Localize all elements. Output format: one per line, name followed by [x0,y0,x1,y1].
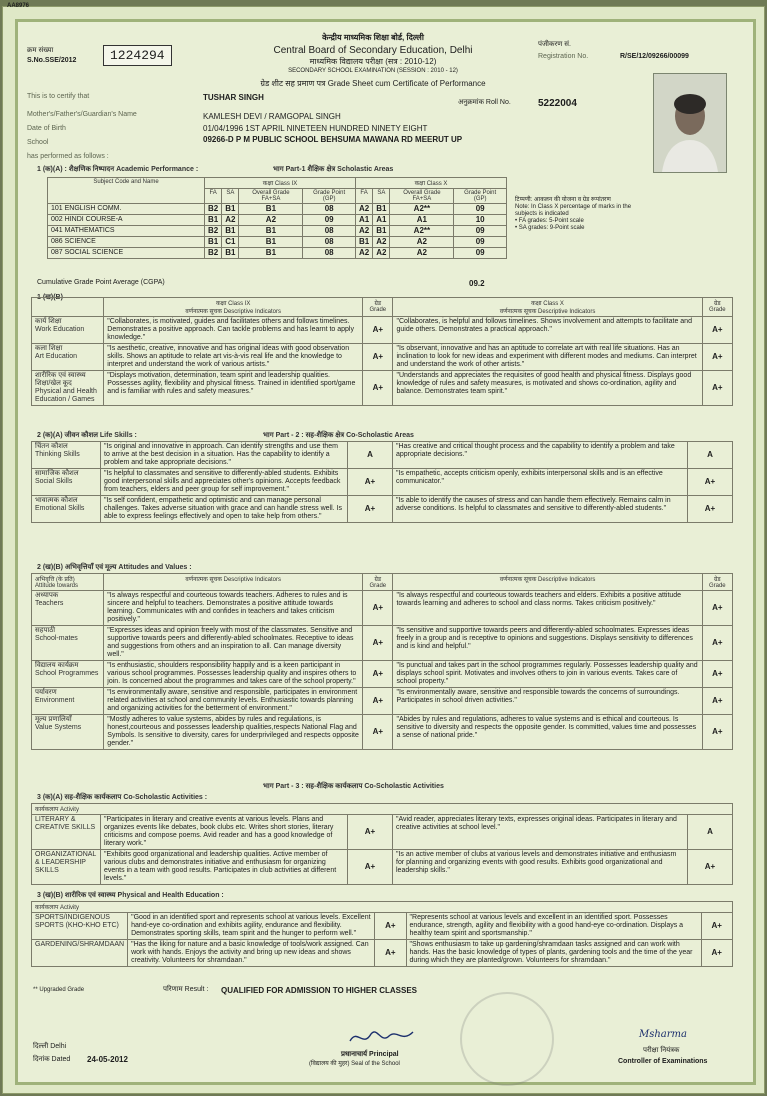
class9-grade: A+ [363,591,393,626]
date-of-birth: 01/04/1996 1ST APRIL NINETEEN HUNDRED NINETY EIGHT [203,124,428,133]
indicator-label-hi: कार्य शिक्षा [35,318,62,325]
indicator-label [32,850,101,885]
school-name: 09266-D P M PUBLIC SCHOOL BEHSUMA MAWANA RD MEERUT UP [203,135,463,144]
subject-row [48,204,507,215]
indicator-label [32,688,104,715]
class9-descriptor: "Collaborates, is motivated, guides and facilitates others and follows timelines. Demonstrates a positive approach. Can tackle problems and has learnt to apply knowledge." [104,317,363,344]
principal-title: प्रधानाचार्य Principal [341,1051,399,1058]
indicator-row [32,496,733,523]
attitude-subheader-hi: अभिवृत्ति (के प्रति) [35,577,75,583]
subject-name: SOCIAL SCIENCE [64,249,124,256]
indicator-label-en: Physical and Health Education / Games [35,388,97,403]
indicator-row [32,940,733,967]
issue-date: 24-05-2012 [87,1055,128,1064]
controller-title-en: Controller of Examinations [618,1058,708,1065]
class10-descriptor: "Is environmentally aware, sensitive and responsible towards the concerns of surroundings. Participates in school driven activities." [393,688,702,715]
indicator-label [32,715,104,750]
health-table [31,901,733,967]
class9-grade: B1 [239,248,303,259]
class9-grade: A2 [239,215,303,226]
indicator-row [32,913,733,940]
indicator-label-hi: अध्यापक [35,592,59,599]
indicator-label [32,940,128,967]
class9-grade: 08 [303,248,356,259]
performed-label: has performed as follows : [27,153,109,160]
indicator-row [32,591,733,626]
result-value: QUALIFIED FOR ADMISSION TO HIGHER CLASSES [221,986,418,995]
indicator-row [32,661,733,688]
class10-grade: A2** [390,204,454,215]
class10-grade: A+ [702,317,732,344]
indicator-label-en: ORGANIZATIONAL & LEADERSHIP SKILLS [35,851,97,874]
class9-grade: A+ [348,496,393,523]
subject-cell [48,237,205,248]
indicator-row [32,371,733,406]
class10-descriptor: "Is always respectful and courteous towards teachers and elders. Exhibits a positive attitude towards learning and adheres to school and class norms. Takes criticism positively." [393,591,702,626]
indicator-label-en: SPORTS/INDIGENOUS SPORTS (KHO-KHO ETC) [35,914,119,929]
class10-descriptor: "Collaborates, is helpful and follows timelines. Shows involvement and attempts to facilitate and guide others. Demonstrates a practical approach." [393,317,702,344]
coscholastic-b-label: 1 (ख)(B) [37,294,63,301]
subject-code: 087 [51,249,63,256]
indicator-row [32,815,733,850]
indicator-label [32,815,101,850]
class9-grade: A+ [363,715,393,750]
class10-descriptor: "Abides by rules and regulations, adheres to value systems and is ethical and courteous. Is sensitive to diversity and respects the opposite gender. Is committed, values time and possesses a sense of national pride." [393,715,702,750]
class10-grade: A+ [688,850,733,885]
class10-grade: A+ [702,371,732,406]
class10-grade: A+ [702,715,732,750]
result-label: परिणाम Result : [163,986,209,993]
subject-name: ENGLISH COMM. [64,205,122,212]
class9-grade: A+ [348,850,393,885]
class9-descriptor: "Is helpful to classmates and sensitive to differently-abled students. Exhibits good interpersonal skills and appreciates other's opinions. Accepts feedback from teachers, elders and peer group for self improvement." [101,469,348,496]
life-skills-label: 2 (क)(A) जीवन कौशल Life Skills : [37,432,137,439]
indicator-label [32,591,104,626]
class10-grade: 09 [454,204,507,215]
subject-header: Subject Code and Name [48,178,205,204]
subject-cell [48,204,205,215]
controller-title-hi: परीक्षा नियंत्रक [643,1047,680,1054]
parent-label: Mother's/Father's/Guardian's Name [27,111,137,118]
coscholastic-table [31,297,733,406]
class9-grade: C1 [222,237,239,248]
class9-grade: B1 [222,204,239,215]
life-skills-part-label: भाग Part - 2 : सह-शैक्षिक क्षेत्र Co-Scholastic Areas [263,432,414,439]
exam-title-en: SECONDARY SCHOOL EXAMINATION (SESSION : 2010 - 12) [288,68,458,74]
class10-grade: A2 [373,237,390,248]
class9-grade: B1 [222,248,239,259]
indicator-label-en: School-mates [35,635,78,642]
indicator-row [32,850,733,885]
note-line: • FA grades: 5-Point scale [515,218,584,224]
class10-grade: A+ [701,913,732,940]
class9-grade: A+ [375,940,406,967]
principal-signature [347,1024,417,1050]
class9-descriptor: "Participates in literary and creative events at various levels. Plans and organizes events like debates, book clubs etc. Writes short stories, literary criticisms and compose poems. Avid reader and has a good knowledge of literary work." [101,815,348,850]
class9-grade: 08 [303,237,356,248]
attitude-subheader-en: Attitude towards [35,583,79,589]
indicator-label-hi: मूल्य प्रणालियाँ [35,716,72,723]
subject-cell [48,215,205,226]
school-seal-stamp [460,992,554,1086]
indicator-label-hi: विद्यालय कार्यक्रम [35,662,79,669]
class9-grade: B2 [205,204,222,215]
cgpa-value: 09.2 [469,279,485,288]
sno-label-en: S.No.SSE/2012 [27,57,77,64]
board-title-en: Central Board of Secondary Education, Delhi [273,45,473,56]
indicator-row [32,317,733,344]
note-line: Note: In Class X percentage of marks in the [515,204,632,210]
indicator-row [32,688,733,715]
class10-grade: B1 [355,237,372,248]
class9-descriptor: "Mostly adheres to value systems, abides by rules and regulations, is honest,courteous and possesses leadership qualities,respects National Flag and Symbols. Is sensitive to diversity, cares for underprivileged and respects opposite gender." [104,715,363,750]
col-gp: Grade Point (GP) [454,189,507,204]
grade-header: ग्रेड Grade [702,574,732,591]
col-fa: FA [205,189,222,204]
sno-label-hi: क्रम संख्या [27,47,54,54]
class9-descriptor: "Good in an identified sport and represents school at various levels. Excellent hand-eye co-ordination and exhibits agility, endurance and flexibility. Demonstrates sporting skills, team spirit and the hunger to perform well." [128,913,375,940]
cgpa-label: Cumulative Grade Point Average (CGPA) [37,279,165,286]
class10-grade: A1 [390,215,454,226]
indicator-label-hi: चिंतन कौशल [35,443,68,450]
class10-grade: 09 [454,226,507,237]
subject-cell [48,226,205,237]
subject-row [48,226,507,237]
indicator-row [32,442,733,469]
class9-grade: B2 [205,226,222,237]
subject-name: HINDI COURSE-A [64,216,123,223]
desc-header: वर्णनात्मक सूचक Descriptive Indicators [499,309,596,315]
certificate-title: ग्रेड शीट सह प्रमाण पत्र Grade Sheet cum Certificate of Performance [260,79,486,88]
class10-grade: B1 [373,204,390,215]
desc-header: वर्णनात्मक सूचक Descriptive Indicators [185,309,281,315]
class9-descriptor: "Has the liking for nature and a basic knowledge of tools/work assigned. Can work with hands. Enjoys the activity and bring up new ideas and shows creativity. Volunteers for shramdaan." [128,940,375,967]
activities-table [31,803,733,885]
class9-grade: A [348,442,393,469]
indicator-label-hi: भावात्मक कौशल [35,497,78,504]
class10-descriptor: "Is observant, innovative and has an aptitude to correlate art with real life situations. Has an inclination to look for new ideas and experiment with different modes and mediums. Can interpret and understand the work of other artists." [393,344,702,371]
class9-grade: B1 [239,204,303,215]
subject-code: 101 [51,205,63,212]
indicator-label-en: Work Education [35,326,85,333]
indicator-label-en: Thinking Skills [35,451,80,458]
attitudes-table [31,573,733,750]
class9-descriptor: "Exhibits good organizational and leadership qualities. Active member of various clubs and demonstrates initiative and enthusiasm for organizing events in a team with good results. Participates in club activities at different levels." [101,850,348,885]
upgraded-grade-label: ** Upgraded Grade [33,987,85,993]
grade-header: ग्रेड Grade [702,298,732,317]
class9-descriptor: "Is self confident, empathetic and optimistic and can manage personal challenges. Takes adverse situation with grace and can handle stress well. Is able to express feelings effectively and open to take help from others." [101,496,348,523]
class9-descriptor: "Is original and innovative in approach. Can identify strengths and use them to arrive at the best decision in a situation. Has the capability to identify a problem and take appropriate decisions." [101,442,348,469]
scholastic-section-label: 1 (क)(A) : शैक्षणिक निष्पादन Academic Performance : [37,166,199,173]
health-subheader: कार्यकलाप Activity [32,902,733,913]
indicator-label-hi: कला शिक्षा [35,345,63,352]
class10-descriptor: "Is sensitive and supportive towards peers and differently-abled schoolmates. Expresses ideas freely in a group and is receptive to opinions and suggestions. Displays sensitivity to differences and is kind and helpful." [393,626,702,661]
class10-grade: A1 [373,215,390,226]
indicator-label-en: Value Systems [35,724,82,731]
place-label: दिल्ली Delhi [33,1043,67,1050]
class10-grade: A2 [355,248,372,259]
class9-grade: B1 [239,226,303,237]
subject-code: 002 [51,216,63,223]
indicator-label [32,626,104,661]
class9-grade: B1 [205,215,222,226]
subject-name: MATHEMATICS [64,227,115,234]
activities-part-label: भाग Part - 3 : सह-शैक्षिक कार्यकलाप Co-Scholastic Activities [263,783,444,790]
grade-header: ग्रेड Grade [363,298,393,317]
date-label: दिनांक Dated [33,1056,71,1063]
class9-header: कक्षा Class IX [205,178,356,189]
class10-grade: A2 [355,226,372,237]
class10-header: कक्षा Class X [355,178,506,189]
scholastic-table [47,177,507,259]
note-line: टिप्पणी: आकलन की योजना व ग्रेड रूपांतरण [515,197,611,203]
class10-grade: A1 [355,215,372,226]
certify-label: This is to certify that [27,93,90,100]
class10-grade: A+ [702,626,732,661]
indicator-row [32,469,733,496]
class10-descriptor: "Is an active member of clubs at various levels and demonstrates initiative and enthusiasm for planning and organizing events with good results. Exhibits good organizational and leadership skills." [393,850,688,885]
col-sa: SA [373,189,390,204]
class9-descriptor: "Expresses ideas and opinion freely with most of the classmates. Sensitive and supportive towards peers and differently-abled schoolmates. Receptive to ideas and suggestions from others and an inspiration to all. Can manage diversity well." [104,626,363,661]
col-gp: Grade Point (GP) [303,189,356,204]
indicator-label-hi: पर्यावरण [35,689,57,696]
reg-label-en: Registration No. [538,53,589,60]
class10-grade: 10 [454,215,507,226]
indicator-label-hi: सहपाठी [35,627,56,634]
indicator-label [32,661,104,688]
class9-grade: A+ [363,688,393,715]
class10-grade: 09 [454,248,507,259]
desc-header: वर्णनात्मक सूचक Descriptive Indicators [104,574,363,591]
indicator-label-hi: सामाजिक कौशल [35,470,79,477]
scholastic-part-label: भाग Part-1 शैक्षिक क्षेत्र Scholastic Areas [273,166,394,173]
class9-grade: A2 [222,215,239,226]
scholastic-notes [515,197,643,232]
col-overall: Overall Grade FA+SA [390,189,454,204]
activities-label: 3 (क)(A) सह-शैक्षिक कार्यकलाप Co-Scholastic Activities : [37,794,208,801]
indicator-label-en: LITERARY & CREATIVE SKILLS [35,816,96,831]
class10-grade: A+ [688,469,733,496]
board-title-hi: केन्द्रीय माध्यमिक शिक्षा बोर्ड, दिल्ली [322,33,424,42]
class9-grade: 09 [303,215,356,226]
class9-grade: B2 [205,248,222,259]
reg-label-hi: पंजीकरण सं. [538,41,571,48]
health-label: 3 (ख)(B) शारीरिक एवं स्वास्थ्य Physical and Health Education : [37,892,224,899]
class10-descriptor: "Is punctual and takes part in the school programmes regularly. Possesses leadership quality and displays school spirit. Motivates and involves others to join in various events. Takes care of school property." [393,661,702,688]
indicator-label-en: Social Skills [35,478,73,485]
certificate-sheet [2,3,765,1094]
note-line: subjects is indicated [515,211,569,217]
class10-grade: B1 [373,226,390,237]
class9-header: कक्षा Class IX [215,301,251,307]
class10-descriptor: "Has creative and critical thought process and the capability to identify a problem and take appropriate decisions." [393,442,688,469]
exam-title-hi: माध्यमिक विद्यालय परीक्षा (सत्र : 2010-12) [309,57,437,66]
class9-grade: A+ [363,626,393,661]
class9-grade: A+ [363,317,393,344]
class10-grade: A+ [702,661,732,688]
class9-descriptor: "Is always respectful and courteous towards teachers. Adheres to rules and is sincere and helpful to teachers. Demonstrates a positive attitude towards learning. Communicates with and confides in teachers and takes criticism positively." [104,591,363,626]
class10-descriptor: "Is empathetic, accepts criticism openly, exhibits interpersonal skills and is an effective communicator." [393,469,688,496]
roll-label: अनुक्रमांक Roll No. [458,99,511,106]
class10-grade: A2 [390,237,454,248]
class9-grade: A+ [375,913,406,940]
indicator-label [32,442,101,469]
class10-grade: A+ [702,688,732,715]
attitudes-label: 2 (ख)(B) अभिवृत्तियाँ एवं मूल्य Attitudes and Values : [37,564,192,571]
doc-code: AA8976 [7,3,30,9]
subject-row [48,215,507,226]
col-sa: SA [222,189,239,204]
class10-descriptor: "Shows enthusiasm to take up gardening/shramdaan tasks assigned and can work with hands. Has the basic knowledge of types of plants, gardening tools and the time of the year during which they are planted/grown. Volunteers for shramdaan." [406,940,701,967]
indicator-label [32,317,104,344]
candidate-photo [653,73,727,173]
subject-code: 086 [51,238,63,245]
indicator-row [32,626,733,661]
class10-grade: A2 [390,248,454,259]
indicator-label [32,344,104,371]
class10-grade: A+ [701,940,732,967]
class10-grade: A2** [390,226,454,237]
subject-name: SCIENCE [64,238,96,245]
class10-grade: A+ [688,496,733,523]
col-overall: Overall Grade FA+SA [239,189,303,204]
class10-grade: A2 [355,204,372,215]
class9-grade: A+ [348,469,393,496]
class10-grade: A [688,442,733,469]
indicator-label [32,913,128,940]
class10-grade: A+ [702,591,732,626]
class10-grade: 09 [454,237,507,248]
subject-cell [48,248,205,259]
class9-descriptor: "Is environmentally aware, sensitive and responsible, participates in environment related activities at school and community levels. Enthusiastic towards planning and organizing activities for the betterment of environment." [104,688,363,715]
indicator-label-en: GARDENING/SHRAMDAAN [35,941,125,948]
controller-signature: Msharma [639,1029,687,1040]
class9-grade: A+ [363,344,393,371]
class9-grade: 08 [303,204,356,215]
indicator-label-hi: शारीरिक एवं स्वास्थ्य शिक्षा/खेल कूद [35,372,86,387]
subject-row [48,237,507,248]
class9-descriptor: "Is aesthetic, creative, innovative and has original ideas with good observation skills. Shows an aptitude to relate art vis-à-vis real life and the knowledge to interpret and understand the work of various artists." [104,344,363,371]
class9-grade: B1 [222,226,239,237]
class10-descriptor: "Represents school at various levels and excellent in an identified sport. Possesses endurance, strength, agility and flexibility with a good hand-eye co-ordination. Displays a healthy team spirit and sportsmanship." [406,913,701,940]
class10-header: कक्षा Class X [531,301,564,307]
subject-code: 041 [51,227,63,234]
class10-descriptor: "Is able to identify the causes of stress and can handle them effectively. Remains calm in adverse conditions. Is helpful to classmates and sensitive to differently-abled students." [393,496,688,523]
class9-descriptor: "Displays motivation, determination, team spirit and leadership qualities. Possesses agility, flexibility and physical fitness. Trained in identified sport/game and is familiar with rules and safety measures." [104,371,363,406]
registration-number: R/SE/12/09266/00099 [620,53,689,60]
desc-header: वर्णनात्मक सूचक Descriptive Indicators [393,574,702,591]
indicator-label [32,371,104,406]
subject-row [48,248,507,259]
activity-subheader: कार्यकलाप Activity [32,804,733,815]
class9-grade: A+ [363,661,393,688]
indicator-label-en: Emotional Skills [35,505,85,512]
indicator-label-en: Environment [35,697,75,704]
class9-descriptor: "Is enthusiastic, shoulders responsibility happily and is a keen participant in various school programmes. Possesses leadership quality and inspires others to join. Is concerned about the programmes and takes care of the school property." [104,661,363,688]
indicator-label [32,469,101,496]
col-fa: FA [355,189,372,204]
class10-grade: A+ [702,344,732,371]
grade-header: ग्रेड Grade [363,574,393,591]
class10-descriptor: "Understands and appreciates the requisites of good health and physical fitness. Displays good knowledge of rules and safety measures, is motivated and shows co-ordination, agility and balance. Demonstrates team spirit." [393,371,702,406]
candidate-name: TUSHAR SINGH [203,93,264,102]
class9-grade: B1 [239,237,303,248]
parent-name: KAMLESH DEVI / RAMGOPAL SINGH [203,112,341,121]
class9-grade: A+ [363,371,393,406]
class9-grade: B1 [205,237,222,248]
principal-sub: (विद्यालय की मुहर) Seal of the School [309,1061,400,1067]
indicator-label-en: Art Education [35,353,78,360]
note-line: • SA grades: 9-Point scale [515,225,585,231]
dob-label: Date of Birth [27,125,66,132]
indicator-label-en: School Programmes [35,670,99,677]
class9-grade: 08 [303,226,356,237]
indicator-label [32,496,101,523]
class10-grade: A2 [373,248,390,259]
indicator-row [32,715,733,750]
roll-number: 5222004 [538,98,577,109]
class10-grade: A [688,815,733,850]
indicator-label-en: Teachers [35,600,64,607]
class10-descriptor: "Avid reader, appreciates literary texts, expresses original ideas. Participates in literary and creative activities at school level." [393,815,688,850]
class9-grade: A+ [348,815,393,850]
life-skills-table [31,441,733,523]
indicator-row [32,344,733,371]
school-label: School [27,139,49,146]
serial-number: 1224294 [103,45,172,66]
